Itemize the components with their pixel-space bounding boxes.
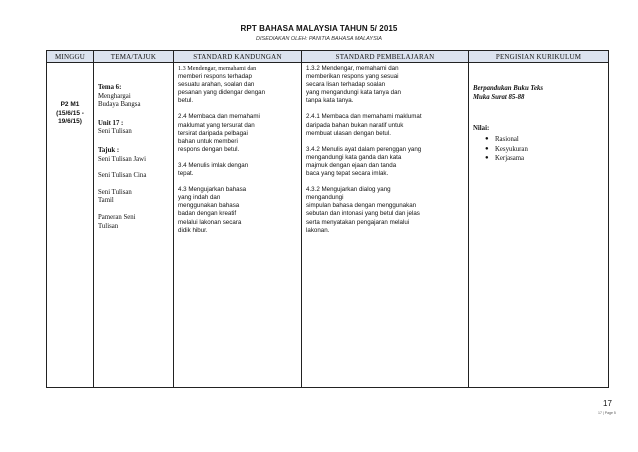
tajuk-item: Tulisan: [98, 222, 119, 230]
berpandukan-line: Muka Surat 85-88: [473, 94, 525, 101]
sk-block: 3.4 Menulis imlak dengan tepat.: [178, 161, 249, 178]
rpt-table: [46, 50, 609, 388]
tajuk-item: Tamil: [98, 197, 114, 205]
header-minggu: MINGGU: [47, 51, 94, 63]
list-item: ● Rasional: [485, 136, 519, 143]
unit-label: Unit 17 :: [98, 119, 124, 127]
sp-block: 1.3.2 Mendengar, memahami dan memberikan respons yang sesuai secara lisan terhadap soalan yang mengandungi kata tanya dan tanpa kata tanya.: [306, 65, 401, 105]
sk-block: 1.3 Mendengar, memahami dan memberi respons terhadap sesuatu arahan, soalan dan pesanan yang didengar dengan betul.: [178, 65, 266, 105]
bullet-icon: ●: [485, 136, 489, 142]
minggu-line: 19/6/15): [58, 118, 82, 125]
bullet-icon: ●: [485, 155, 489, 161]
cell-standard-kandungan: [174, 63, 302, 388]
tema-line: Budaya Bangsa: [98, 101, 141, 109]
header-standard-pembelajaran: STANDARD PEMBELAJARAN: [302, 51, 469, 63]
list-item: ● Kesyukuran: [485, 145, 528, 153]
unit-title: Seni Tulisan: [98, 128, 132, 136]
tajuk-item: Seni Tulisan: [98, 188, 132, 196]
nilai-list: [473, 135, 604, 164]
table-row: [47, 63, 609, 388]
tajuk-item: Seni Tulisan Cina: [98, 172, 147, 180]
page-footer-label: 17 | Page 5: [598, 411, 616, 415]
tema-label: Tema 6:: [98, 84, 122, 91]
minggu-line: (15/6/15 -: [56, 109, 84, 117]
tajuk-item: Seni Tulisan Jawi: [98, 155, 146, 163]
document-title: RPT BAHASA MALAYSIA TAHUN 5/ 2015: [240, 24, 398, 33]
berpandukan-line: Berpandukan Buku Teks: [473, 85, 544, 92]
bullet-icon: ●: [485, 145, 489, 152]
tajuk-label: Tajuk :: [98, 146, 120, 154]
header-standard-kandungan: STANDARD KANDUNGAN: [174, 51, 302, 63]
tajuk-item: Pameran Seni: [98, 213, 136, 221]
header-row: [47, 51, 609, 63]
document-subtitle: DISEDIAKAN OLEH: PANITIA BAHASA MALAYSIA: [256, 36, 382, 42]
sk-block: 2.4 Membaca dan memahami maklumat yang tersurat dan tersirat daripada pelbagai bahan untuk memberi respons dengan betul.: [178, 113, 260, 153]
header-pengisian: PENGISIAN KURIKULUM: [469, 51, 609, 63]
sp-block: 3.4.2 Menulis ayat dalam perenggan yang mengandungi kata ganda dan kata majmuk dengan ejaan dan tanda baca yang tepat secara imlak.: [306, 145, 422, 178]
page-number: 17: [603, 399, 612, 408]
cell-tema: [94, 63, 174, 388]
sk-block: 4.3 Mengujarkan bahasa yang indah dan menggunakan bahasa badan dengan kreatif melalui lakonan secara didik hibur.: [178, 186, 247, 234]
tema-line: Menghargai: [98, 92, 131, 100]
minggu-line: P2 M1: [60, 101, 80, 108]
cell-pengisian: [469, 63, 609, 388]
sp-block: 2.4.1 Membaca dan memahami maklumat daripada bahan bukan naratif untuk membuat ulasan dengan betul.: [306, 113, 422, 137]
list-item: ● Kerjasama: [485, 155, 525, 162]
cell-standard-pembelajaran: [302, 63, 469, 388]
cell-minggu: [47, 63, 94, 388]
header-tema: TEMA/TAJUK: [94, 51, 174, 63]
sp-block: 4.3.2 Mengujarkan dialog yang mengandungi simpulan bahasa dengan menggunakan sebutan dan intonasi yang betul dan jelas serta menyatakan pengajaran melalui lakonan.: [306, 186, 420, 234]
nilai-label: Nilai:: [473, 125, 490, 132]
